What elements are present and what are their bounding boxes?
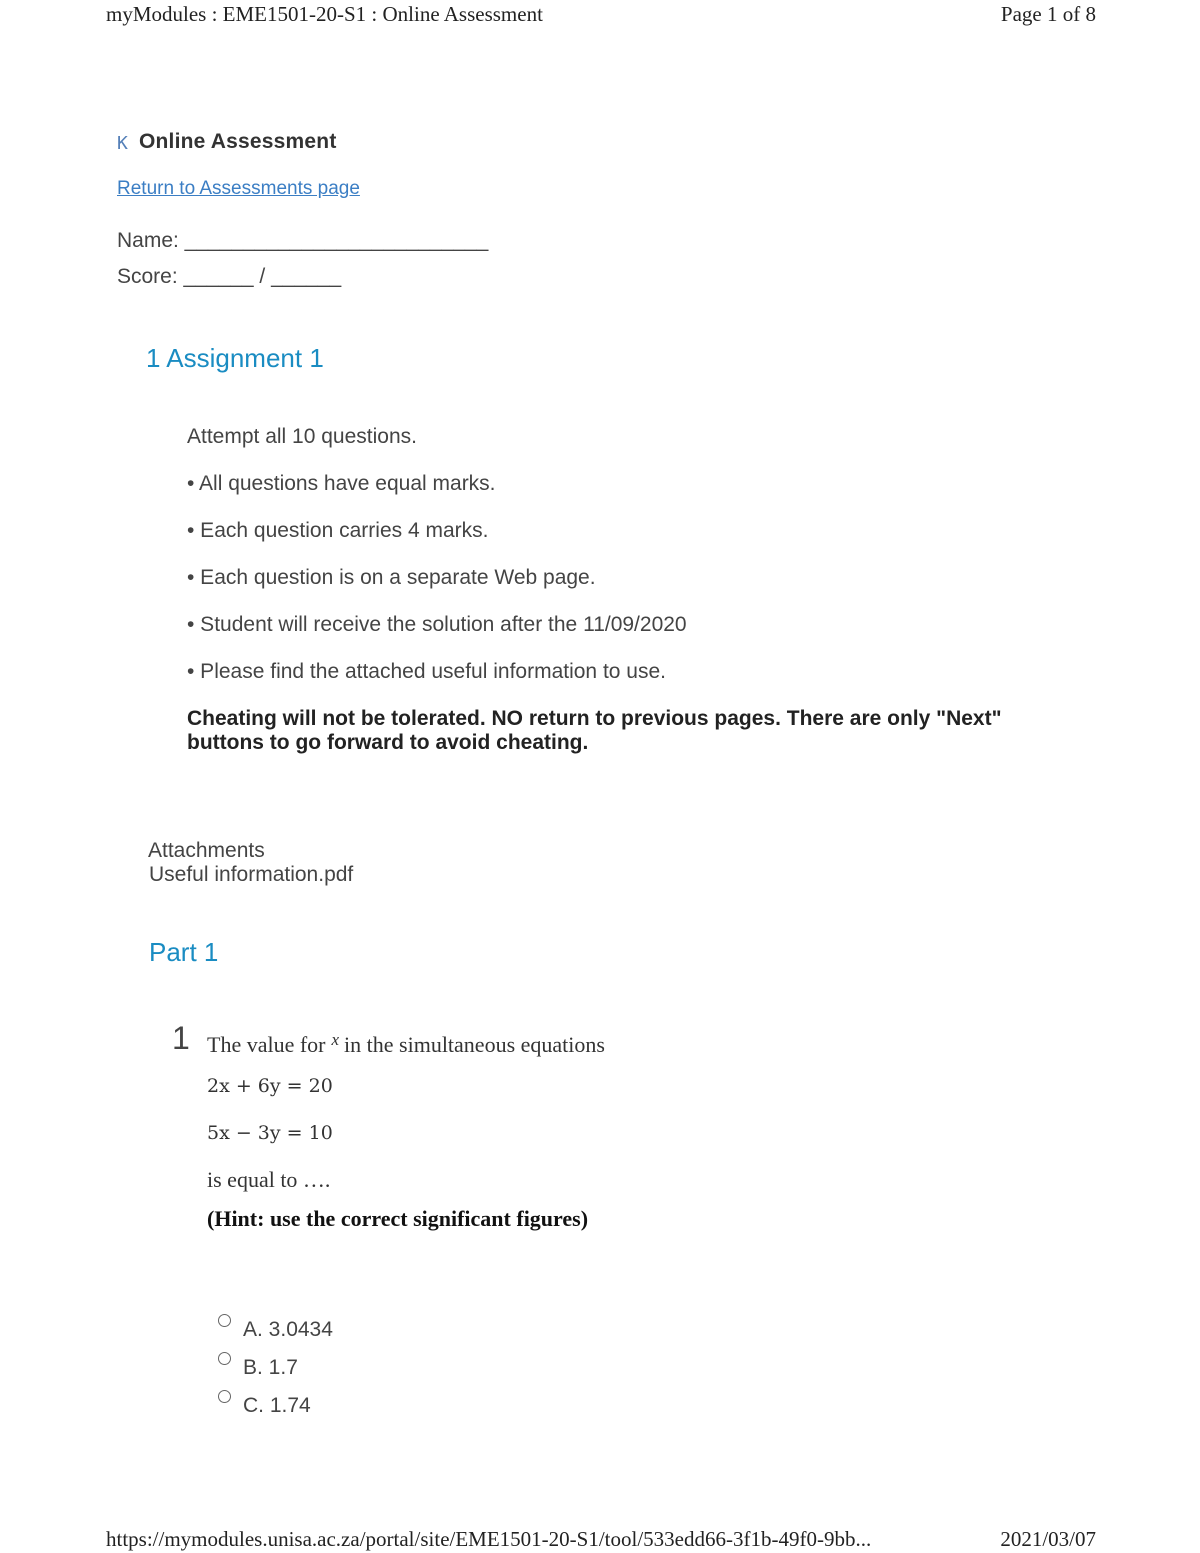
instruction-bullet: • Each question carries 4 marks. (187, 519, 489, 542)
option-a-radio[interactable] (218, 1314, 231, 1327)
question-text-before: The value for (207, 1032, 326, 1057)
instruction-intro: Attempt all 10 questions. (187, 425, 417, 448)
instruction-bullet: • Student will receive the solution after the 11/09/2020 (187, 613, 687, 636)
equation-1: 2x + 6y = 20 (207, 1075, 333, 1097)
option-a-label[interactable]: A. 3.0434 (243, 1318, 333, 1341)
question-hint: (Hint: use the correct significant figures) (207, 1206, 589, 1231)
section-title: 1 Assignment 1 (146, 343, 324, 373)
option-b-radio[interactable] (218, 1352, 231, 1365)
attachments-label: Attachments (148, 839, 265, 862)
question-variable: x (331, 1030, 340, 1049)
equation-2: 5x − 3y = 10 (207, 1122, 333, 1144)
option-c-label[interactable]: C. 1.74 (243, 1394, 311, 1417)
cheating-warning: Cheating will not be tolerated. NO return to previous pages. There are only "Next" buttons to go forward to avoid cheating. (187, 707, 1002, 754)
assessment-icon: K (117, 133, 128, 154)
question-is-equal-to: is equal to …. (207, 1167, 331, 1192)
instruction-bullet: • All questions have equal marks. (187, 472, 496, 495)
print-footer-url: https://mymodules.unisa.ac.za/portal/site/EME1501-20-S1/tool/533edd66-3f1b-49f0-9bb... (106, 1527, 872, 1551)
score-field-line: Score: ______ / ______ (117, 265, 342, 288)
print-header-title: myModules : EME1501-20-S1 : Online Assessment (106, 2, 543, 26)
instruction-bullet: • Please find the attached useful information to use. (187, 660, 666, 683)
question-text (207, 1032, 605, 1058)
part-title: Part 1 (149, 937, 219, 967)
return-to-assessments-link[interactable]: Return to Assessments page (117, 178, 360, 199)
instruction-bullet: • Each question is on a separate Web page. (187, 566, 596, 589)
option-c-radio[interactable] (218, 1390, 231, 1403)
print-footer-date: 2021/03/07 (1000, 1527, 1096, 1551)
name-field-line: Name: __________________________ (117, 229, 489, 252)
question-text-after: in the simultaneous equations (344, 1032, 605, 1057)
attachment-file-link[interactable]: Useful information.pdf (149, 863, 354, 886)
print-header-page: Page 1 of 8 (1000, 2, 1096, 26)
option-b-label[interactable]: B. 1.7 (243, 1356, 298, 1379)
page-title: Online Assessment (139, 130, 337, 153)
question-number: 1 (172, 1020, 190, 1056)
